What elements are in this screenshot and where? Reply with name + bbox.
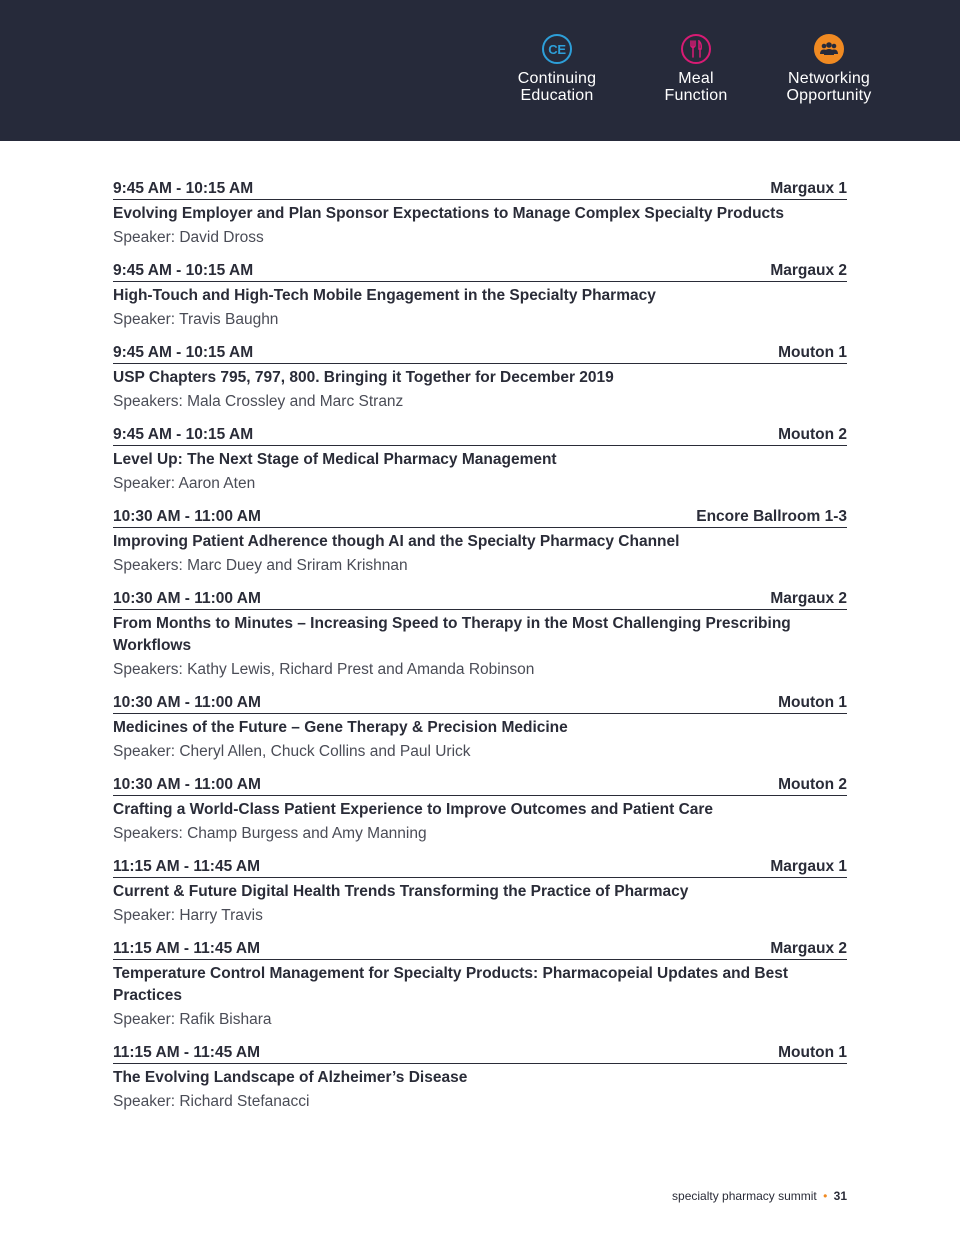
session-title: Evolving Employer and Plan Sponsor Expectations to Manage Complex Specialty Products (113, 205, 784, 222)
session-title: The Evolving Landscape of Alzheimer’s Disease (113, 1069, 468, 1086)
page-footer (672, 1189, 847, 1203)
session-speaker: Speaker: Harry Travis (113, 907, 263, 924)
session-header (113, 938, 847, 960)
session-item (113, 938, 847, 1031)
session-room: Mouton 1 (778, 344, 847, 361)
legend-label-line2: Opportunity (786, 87, 872, 104)
session-title: Medicines of the Future – Gene Therapy & Precision Medicine (113, 719, 568, 736)
session-time: 10:30 AM - 11:00 AM (113, 776, 261, 793)
session-item (113, 342, 847, 413)
session-header (113, 1042, 847, 1064)
session-header (113, 424, 847, 446)
session-time: 9:45 AM - 10:15 AM (113, 426, 254, 443)
legend-label-line1: Continuing (517, 70, 597, 87)
legend-label-line1: Networking (787, 70, 871, 87)
header-banner (0, 0, 960, 141)
fork-knife-icon (681, 34, 711, 64)
session-item (113, 774, 847, 845)
session-header (113, 342, 847, 364)
session-speaker: Speakers: Mala Crossley and Marc Stranz (113, 393, 404, 410)
session-title: USP Chapters 795, 797, 800. Bringing it Together for December 2019 (113, 369, 614, 386)
session-item (113, 424, 847, 495)
session-room: Margaux 2 (770, 940, 847, 957)
session-title: Level Up: The Next Stage of Medical Pharmacy Management (113, 451, 557, 468)
ce-icon (542, 34, 572, 64)
publication-name: specialty pharmacy summit (672, 1189, 817, 1203)
session-time: 9:45 AM - 10:15 AM (113, 180, 254, 197)
session-speaker: Speaker: Travis Baughn (113, 311, 279, 328)
session-title: Improving Patient Adherence though AI and the Specialty Pharmacy Channel (113, 533, 680, 550)
session-time: 10:30 AM - 11:00 AM (113, 590, 261, 607)
session-speaker: Speaker: Rafik Bishara (113, 1011, 272, 1028)
session-speaker: Speakers: Marc Duey and Sriram Krishnan (113, 557, 408, 574)
session-item (113, 1042, 847, 1113)
session-time: 11:15 AM - 11:45 AM (113, 858, 261, 875)
session-item (113, 692, 847, 763)
session-title: High-Touch and High-Tech Mobile Engagement in the Specialty Pharmacy (113, 287, 656, 304)
session-header (113, 506, 847, 528)
session-item (113, 856, 847, 927)
session-item (113, 588, 847, 681)
session-speaker: Speaker: Cheryl Allen, Chuck Collins and Paul Urick (113, 743, 471, 760)
session-speaker: Speakers: Champ Burgess and Amy Manning (113, 825, 427, 842)
session-speaker: Speakers: Kathy Lewis, Richard Prest and Amanda Robinson (113, 661, 535, 678)
session-room: Mouton 2 (778, 426, 847, 443)
session-item (113, 178, 847, 249)
session-room: Margaux 2 (770, 262, 847, 279)
session-header (113, 692, 847, 714)
session-time: 10:30 AM - 11:00 AM (113, 694, 261, 711)
session-title: Temperature Control Management for Specialty Products: Pharmacopeial Updates and Best Practices (113, 965, 788, 1004)
session-room: Margaux 2 (770, 590, 847, 607)
session-list (113, 178, 847, 1124)
session-time: 11:15 AM - 11:45 AM (113, 1044, 261, 1061)
session-header (113, 588, 847, 610)
legend-label-line1: Meal (678, 70, 714, 87)
session-speaker: Speaker: David Dross (113, 229, 264, 246)
session-title: Current & Future Digital Health Trends Transforming the Practice of Pharmacy (113, 883, 689, 900)
session-time: 11:15 AM - 11:45 AM (113, 940, 261, 957)
ce-icon-text: CE (548, 41, 566, 57)
legend-meal-function (626, 34, 766, 104)
session-time: 9:45 AM - 10:15 AM (113, 344, 254, 361)
page-number: 31 (833, 1189, 847, 1203)
session-header (113, 774, 847, 796)
session-room: Margaux 1 (770, 180, 847, 197)
session-header (113, 178, 847, 200)
session-time: 9:45 AM - 10:15 AM (113, 262, 254, 279)
legend-networking-opportunity (759, 34, 899, 104)
session-room: Mouton 1 (778, 1044, 847, 1061)
footer-separator: • (823, 1189, 828, 1203)
session-room: Margaux 1 (770, 858, 847, 875)
session-time: 10:30 AM - 11:00 AM (113, 508, 261, 525)
session-header (113, 856, 847, 878)
legend-label-line2: Function (664, 87, 728, 104)
session-header (113, 260, 847, 282)
session-item (113, 506, 847, 577)
session-room: Encore Ballroom 1-3 (696, 508, 847, 525)
session-speaker: Speaker: Richard Stefanacci (113, 1093, 310, 1110)
people-icon (814, 34, 844, 64)
session-room: Mouton 2 (778, 776, 847, 793)
session-room: Mouton 1 (778, 694, 847, 711)
session-title: From Months to Minutes – Increasing Speed to Therapy in the Most Challenging Prescribing Workflows (113, 615, 791, 654)
session-speaker: Speaker: Aaron Aten (113, 475, 256, 492)
legend-continuing-education (487, 34, 627, 104)
legend-label-line2: Education (520, 87, 594, 104)
session-item (113, 260, 847, 331)
session-title: Crafting a World-Class Patient Experience to Improve Outcomes and Patient Care (113, 801, 714, 818)
